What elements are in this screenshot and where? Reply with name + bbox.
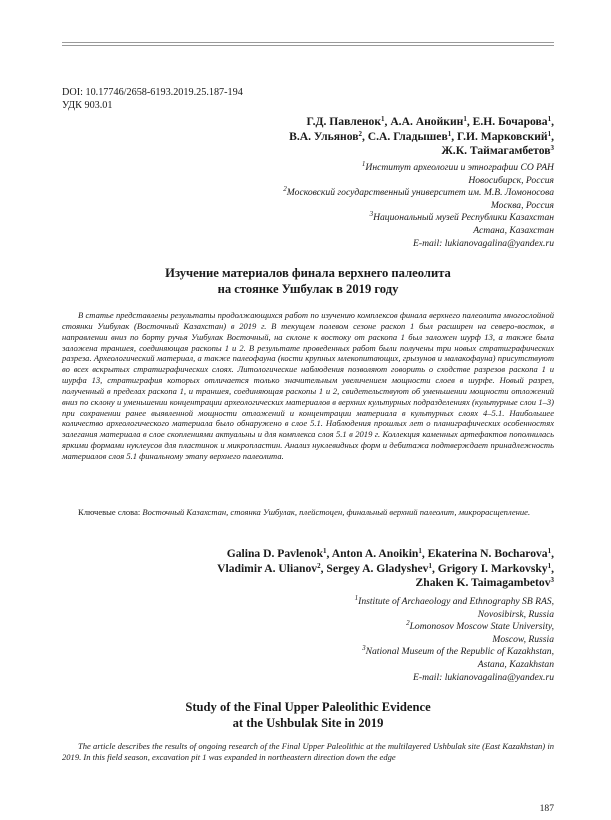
- en-article-title: [62, 699, 554, 731]
- affiliation-marker: 2: [358, 129, 362, 138]
- author-separator: ,: [551, 561, 554, 575]
- affiliation-name: Московский государственный университет им. М.В. Ломоносова: [286, 187, 554, 199]
- author-name: Sergey A. Gladyshev: [326, 561, 429, 575]
- author-name: В.А. Ульянов: [289, 129, 359, 143]
- affiliation-marker: 3: [369, 210, 374, 219]
- affiliation-marker: 3: [550, 144, 554, 152]
- affiliation-city: Novosibirsk, Russia: [477, 608, 554, 620]
- ru-title-line: на стоянке Ушбулак в 2019 году: [217, 282, 399, 296]
- author-name: Е.Н. Бочарова: [472, 115, 548, 128]
- author-line: [217, 576, 554, 591]
- top-rule: [62, 42, 554, 43]
- affiliation-name: National Museum of the Republic of Kazakhstan,: [365, 646, 554, 658]
- author-name: Г.Д. Павленок: [306, 115, 382, 128]
- author-name: Galina D. Pavlenok: [226, 547, 324, 560]
- keywords-label: Ключевые слова:: [78, 507, 143, 517]
- author-separator: ,: [466, 115, 473, 128]
- author-line: [289, 144, 554, 159]
- author-separator: ,: [326, 547, 332, 560]
- affiliation-org: [355, 646, 554, 659]
- affiliation-marker: 1: [428, 561, 432, 570]
- author-name: Zhaken K. Taimagambetov: [415, 576, 551, 589]
- author-separator: ,: [551, 115, 554, 128]
- affiliation-city: Москва, Россия: [490, 199, 554, 211]
- article-meta: [62, 86, 243, 112]
- top-rule-secondary: [62, 45, 554, 46]
- affiliation-marker: 1: [547, 561, 552, 570]
- author-name: Ekaterina N. Bocharova: [427, 547, 548, 560]
- affiliation-city: Moscow, Russia: [492, 633, 554, 645]
- affiliation-org: [283, 162, 554, 175]
- affiliation-marker: 3: [550, 576, 554, 584]
- en-title-line: Study of the Final Upper Paleolithic Evidence: [185, 700, 431, 714]
- affiliation-name: Institute of Archaeology and Ethnography SB RAS,: [358, 596, 554, 607]
- author-name: С.А. Гладышев: [367, 129, 448, 143]
- en-abstract: The article describes the results of ongoing research of the Final Upper Paleolithic at the multilayered Ushbulak site (East Kazakhstan) in 2019. In this field season, excavation pit 1 was expanded in northeastern direction down the edge: [62, 741, 554, 762]
- affiliation-marker: 1: [547, 129, 552, 138]
- affiliation-marker: 1: [447, 129, 452, 138]
- affiliation-marker: 1: [463, 115, 467, 123]
- affiliation-marker: 1: [547, 115, 552, 123]
- affiliation-city: Астана, Казахстан: [473, 224, 554, 236]
- affiliation-org: [283, 187, 554, 200]
- author-separator: ,: [451, 129, 457, 143]
- author-name: Anton A. Anoikin: [331, 547, 419, 560]
- ru-title-line: Изучение материалов финала верхнего палеолита: [165, 266, 451, 280]
- ru-author-list: [289, 115, 554, 159]
- ru-abstract: В статье представлены результаты продолжающихся работ по изучению комплексов финала верхнего палеолита многослойной стоянки Ушбулак (Восточный Казахстан) в 2019 г. В текущем полевом сезоне раскоп 1 был расширен на северо-восток, в направлении вниз по борту ручья Ушбулак Восточный, на склоне к востоку от раскопа 1 был заложен шурф 13, а также была заложена траншея, соединяющая раскопы 1 и 2. В результате проведенных работ были получены три новых стратиграфических разреза. Археологический материал, а также палеофауна (кости крупных млекопитающих, грызунов и малакофауна) присутствуют во всех вскрытых стратиграфических слоях. Литологические наблюдения позволяют говорить о сходстве разрезов раскопа 1 и шурфа 13, стратиграфия которых отличается только значительным увеличением мощности слоев в шурфе. Новый разрез, полученный в пределах раскопа 1, и траншея, соединяющая раскопы 1 и 2, свидетельствуют об уменьшении мощности отложений вниз по склону и уменьшении концентрации археологических материалов в верхних культурных подразделениях (культурные слои 1–3) при сохранении ранее выявленной мощности отложений и концентрации материала в культурных слоях 4–5.1. Наибольшее количество археологического материала было обнаружено в слое 5.1. Наблюдения прошлых лет о планиграфических особенностях залегания материала в слое скоплениями актуальны и для комплекса слоя 5.1 в 2019 г. Коллекция каменных артефактов пополнилась яркими формами нуклеусов для пластинок и микропластин. Анализ нуклевидных форм и дебитажа подтверждает принадлежность материалов слоя 5.1 финальному этапу верхнего палеолита.: [62, 310, 554, 461]
- affiliation-marker: 2: [283, 185, 287, 194]
- author-separator: ,: [431, 561, 438, 575]
- en-author-list: [217, 547, 554, 591]
- author-separator: ,: [384, 115, 391, 128]
- contact-email: E-mail: lukianovagalina@yandex.ru: [413, 671, 554, 683]
- affiliation-marker: 1: [418, 547, 422, 555]
- author-separator: ,: [361, 129, 368, 143]
- affiliation-name: Институт археологии и этнографии СО РАН: [365, 162, 554, 173]
- affiliation-name: Lomonosov Moscow State University,: [409, 621, 554, 633]
- author-line: [289, 130, 554, 145]
- author-name: Г.И. Марковский: [457, 129, 548, 143]
- author-name: Vladimir A. Ulianov: [217, 561, 318, 575]
- ru-affiliations: [283, 162, 554, 250]
- affiliation-marker: 2: [317, 561, 321, 570]
- author-separator: ,: [551, 129, 554, 143]
- affiliation-marker: 2: [406, 619, 410, 628]
- author-name: А.А. Анойкин: [390, 115, 464, 128]
- page-number: 187: [539, 803, 554, 814]
- author-name: Ж.К. Таймагамбетов: [441, 144, 551, 157]
- affiliation-marker: 1: [381, 115, 385, 123]
- author-separator: ,: [320, 561, 327, 575]
- author-separator: ,: [421, 547, 428, 560]
- affiliation-city: Новосибирск, Россия: [468, 174, 554, 186]
- affiliation-marker: 1: [323, 547, 327, 555]
- author-line: [289, 115, 554, 130]
- affiliation-marker: 1: [547, 547, 552, 555]
- affiliation-marker: 1: [361, 160, 366, 168]
- udk-code: УДК 903.01: [62, 100, 113, 111]
- author-name: Grigory I. Markovsky: [437, 561, 548, 575]
- affiliation-marker: 1: [354, 594, 359, 602]
- affiliation-name: Национальный музей Республики Казахстан: [373, 212, 554, 224]
- author-line: [217, 562, 554, 577]
- keywords-text: Восточный Казахстан, стоянка Ушбулак, плейстоцен, финальный верхний палеолит, микрорасщепление.: [142, 507, 531, 517]
- ru-keywords: [62, 507, 554, 518]
- contact-email: E-mail: lukianovagalina@yandex.ru: [413, 237, 554, 249]
- author-line: [217, 547, 554, 562]
- en-affiliations: [355, 596, 554, 684]
- doi: DOI: 10.17746/2658-6193.2019.25.187-194: [62, 87, 243, 98]
- author-separator: ,: [551, 547, 554, 560]
- affiliation-org: [283, 212, 554, 225]
- affiliation-org: [355, 621, 554, 634]
- affiliation-org: [355, 596, 554, 609]
- affiliation-marker: 3: [362, 644, 366, 653]
- ru-article-title: [62, 265, 554, 297]
- affiliation-city: Astana, Kazakhstan: [477, 658, 554, 670]
- en-title-line: at the Ushbulak Site in 2019: [232, 716, 384, 730]
